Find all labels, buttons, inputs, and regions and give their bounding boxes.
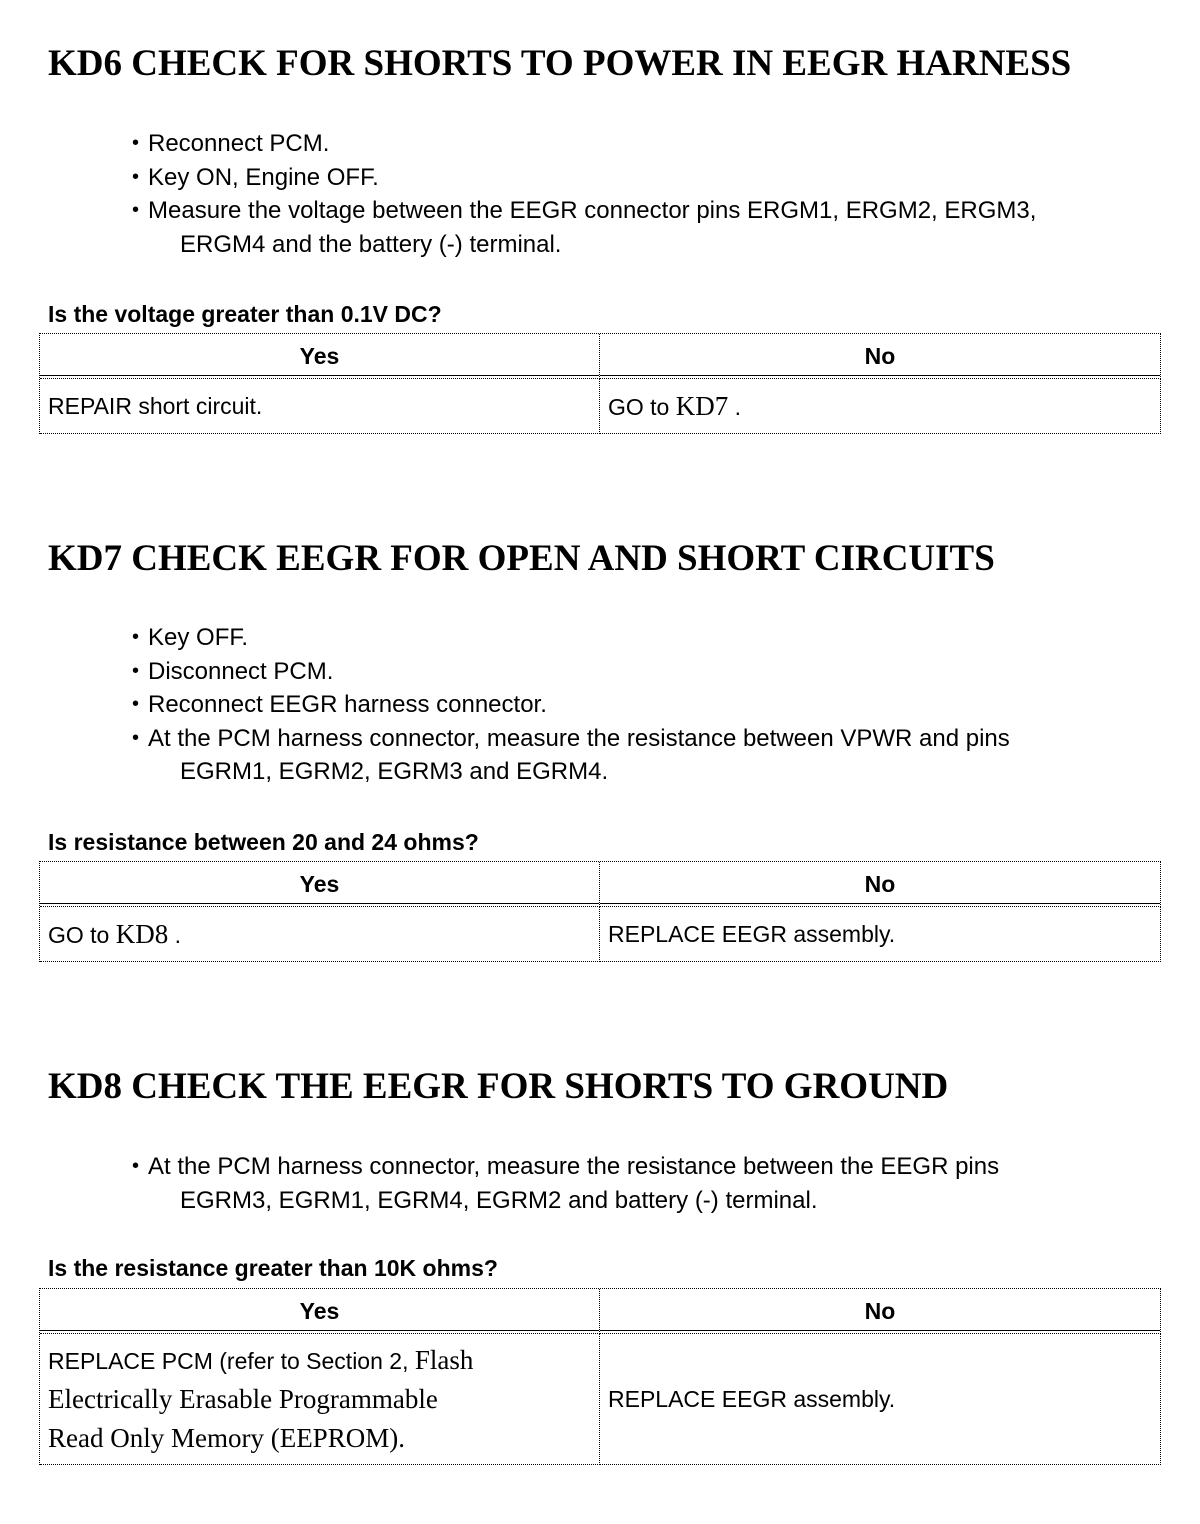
list-item: • Reconnect EEGR harness connector. bbox=[130, 688, 1010, 722]
yes-cell: GO to KD8 . bbox=[40, 907, 600, 962]
list-item: • Reconnect PCM. bbox=[130, 127, 1036, 161]
table-row bbox=[40, 1334, 1161, 1465]
bullet-icon: • bbox=[132, 1155, 140, 1177]
bullet-icon: • bbox=[132, 659, 140, 682]
list-item: • Disconnect PCM. bbox=[130, 655, 1010, 689]
list-item: • At the PCM harness connector, measure the resistance between VPWR and pins EGRM1, EGRM2, EGRM3 and EGRM4. bbox=[130, 722, 1010, 789]
kd6-heading: KD6 CHECK FOR SHORTS TO POWER IN EEGR HARNESS bbox=[48, 43, 1072, 84]
bullet-icon: • bbox=[132, 199, 140, 221]
bullet-icon: • bbox=[132, 726, 140, 749]
col-no-header: No bbox=[600, 334, 1161, 379]
table-header-row bbox=[40, 1289, 1161, 1334]
bullet-icon: • bbox=[132, 132, 140, 154]
bullet-icon: • bbox=[132, 693, 140, 715]
col-yes-header: Yes bbox=[40, 1289, 600, 1334]
list-item: • Key ON, Engine OFF. bbox=[130, 161, 1036, 195]
kd6-question: Is the voltage greater than 0.1V DC? bbox=[48, 301, 442, 327]
kd7-heading: KD7 CHECK EEGR FOR OPEN AND SHORT CIRCUITS bbox=[48, 538, 995, 579]
no-cell: GO to KD7 . bbox=[600, 379, 1161, 434]
table-header-row bbox=[40, 862, 1161, 907]
no-cell: REPLACE EEGR assembly. bbox=[600, 907, 1161, 962]
kd8-question: Is the resistance greater than 10K ohms? bbox=[48, 1255, 498, 1281]
list-item: • Measure the voltage between the EEGR connector pins ERGM1, ERGM2, ERGM3, ERGM4 and the battery (-) terminal. bbox=[130, 194, 1036, 261]
kd7-link[interactable]: KD7 bbox=[675, 390, 729, 421]
kd8-link[interactable]: KD8 bbox=[115, 918, 169, 949]
list-item: • Key OFF. bbox=[130, 621, 1010, 655]
bullet-icon: • bbox=[132, 626, 140, 648]
bullet-icon: • bbox=[132, 165, 140, 188]
kd7-question: Is resistance between 20 and 24 ohms? bbox=[48, 829, 479, 855]
yes-cell: REPAIR short circuit. bbox=[40, 379, 600, 434]
kd8-heading: KD8 CHECK THE EEGR FOR SHORTS TO GROUND bbox=[48, 1066, 949, 1107]
yes-cell: REPLACE PCM (refer to Section 2, Flash Electrically Erasable Programmable Read Only Memory (EEPROM). bbox=[40, 1334, 600, 1465]
table-row bbox=[40, 907, 1161, 962]
kd8-table bbox=[39, 1288, 1161, 1465]
kd8-steps bbox=[130, 1150, 999, 1217]
table-header-row bbox=[40, 334, 1161, 379]
list-item: • At the PCM harness connector, measure the resistance between the EEGR pins EGRM3, EGRM1, EGRM4, EGRM2 and battery (-) terminal. bbox=[130, 1150, 999, 1217]
kd7-steps bbox=[130, 621, 1010, 789]
flash-eeprom-link[interactable]: Flash Electrically Erasable Programmable Read Only Memory (EEPROM). bbox=[48, 1344, 474, 1453]
no-cell: REPLACE EEGR assembly. bbox=[600, 1334, 1161, 1465]
table-row bbox=[40, 379, 1161, 434]
col-no-header: No bbox=[600, 862, 1161, 907]
kd6-table bbox=[39, 333, 1161, 434]
kd7-table bbox=[39, 861, 1161, 962]
col-no-header: No bbox=[600, 1289, 1161, 1334]
kd6-steps bbox=[130, 127, 1036, 261]
col-yes-header: Yes bbox=[40, 334, 600, 379]
col-yes-header: Yes bbox=[40, 862, 600, 907]
